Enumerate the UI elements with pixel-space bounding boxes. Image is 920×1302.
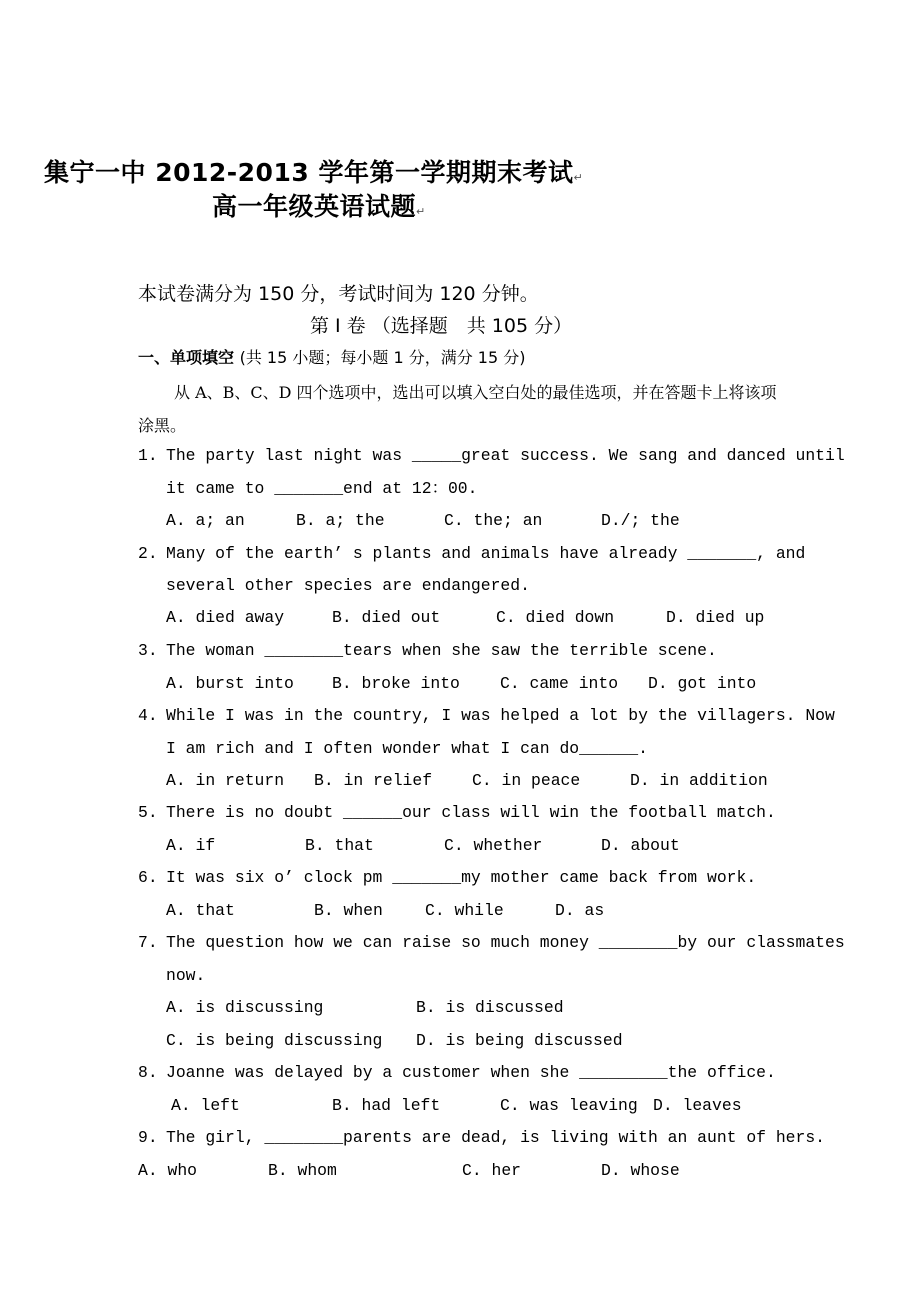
question-9-line-1: The girl, ________parents are dead, is living with an aunt of hers. [166,1128,826,1147]
question-1-line-2: it came to _______end at 12：00. [166,479,478,498]
question-3-option-a: A. burst into [166,674,294,693]
question-9-option-a: A. who [138,1161,198,1180]
question-4-option-b: B. in relief [314,771,433,790]
question-2-option-d: D. died up [666,608,765,627]
question-9-option-b: B. whom [268,1161,337,1180]
section-title [138,345,526,371]
question-5-option-d: D. about [601,836,680,855]
question-7-line-1: The question how we can raise so much money ________by our classmates [166,933,845,952]
question-5-option-a: A. if [166,836,216,855]
question-7-option-b: B. is discussed [416,998,564,1017]
question-5-option-c: C. whether [444,836,543,855]
question-4-option-c: C. in peace [472,771,581,790]
question-8-option-d: D. leaves [653,1096,742,1115]
question-7-option-d: D. is being discussed [416,1031,623,1050]
question-6-option-b: B. when [314,901,383,920]
exam-intro: 本试卷满分为 150 分，考试时间为 120 分钟。 [138,283,539,305]
question-8-option-a: A. left [171,1096,240,1115]
question-6-option-c: C. while [425,901,504,920]
question-7-line-2: now. [166,966,206,985]
question-4-option-d: D. in addition [630,771,768,790]
exam-subtitle [212,190,426,229]
question-7-option-c: C. is being discussing [166,1031,383,1050]
question-3-number: 3. [138,641,158,660]
question-5-line-1: There is no doubt ______our class will win the football match. [166,803,776,822]
question-1-option-b: B. a; the [296,511,385,530]
question-6-number: 6. [138,868,158,887]
question-7-number: 7. [138,933,158,952]
question-7-option-a: A. is discussing [166,998,324,1017]
section-instructions: 从 A、B、C、D 四个选项中，选出可以填入空白处的最佳选项，并在答题卡上将该项涂黑。 [138,383,777,435]
section-title-bold: 一、单项填空 [138,348,235,367]
paragraph-mark-icon: ↵ [573,171,584,184]
question-3-option-c: C. came into [500,674,619,693]
question-1-option-d: D./; the [601,511,680,530]
question-6-option-a: A. that [166,901,235,920]
question-9-option-c: C. her [462,1161,522,1180]
question-3-option-b: B. broke into [332,674,460,693]
question-3-line-1: The woman ________tears when she saw the terrible scene. [166,641,717,660]
question-1-line-1: The party last night was _____great success. We sang and danced until [166,446,845,465]
question-2-line-2: several other species are endangered. [166,576,530,595]
question-2-option-a: A. died away [166,608,285,627]
question-4-number: 4. [138,706,158,725]
question-4-line-1: While I was in the country, I was helped a lot by the villagers. Now [166,706,835,725]
part-title: 第 I 卷 （选择题 共 105 分） [310,315,573,337]
question-9-number: 9. [138,1128,158,1147]
exam-title-text: 集宁一中 2012-2013 学年第一学期期末考试 [44,158,574,187]
question-2-option-b: B. died out [332,608,441,627]
question-4-option-a: A. in return [166,771,285,790]
question-5-option-b: B. that [305,836,374,855]
section-title-detail: (共 15 小题；每小题 1 分，满分 15 分) [239,348,526,367]
question-8-option-b: B. had left [332,1096,441,1115]
paragraph-mark-icon: ↵ [416,205,426,218]
question-2-line-1: Many of the earth’ s plants and animals have already _______, and [166,544,806,563]
question-4-line-2: I am rich and I often wonder what I can do______. [166,739,648,758]
question-3-option-d: D. got into [648,674,757,693]
question-1-option-c: C. the; an [444,511,543,530]
question-6-option-d: D. as [555,901,605,920]
question-6-line-1: It was six o’ clock pm _______my mother came back from work. [166,868,757,887]
question-2-number: 2. [138,544,158,563]
question-8-option-c: C. was leaving [500,1096,638,1115]
question-1-number: 1. [138,446,158,465]
question-8-number: 8. [138,1063,158,1082]
question-2-option-c: C. died down [496,608,615,627]
question-9-option-d: D. whose [601,1161,680,1180]
question-1-option-a: A. a; an [166,511,245,530]
exam-subtitle-text: 高一年级英语试题 [212,192,417,221]
question-5-number: 5. [138,803,158,822]
question-8-line-1: Joanne was delayed by a customer when she _________the office. [166,1063,776,1082]
